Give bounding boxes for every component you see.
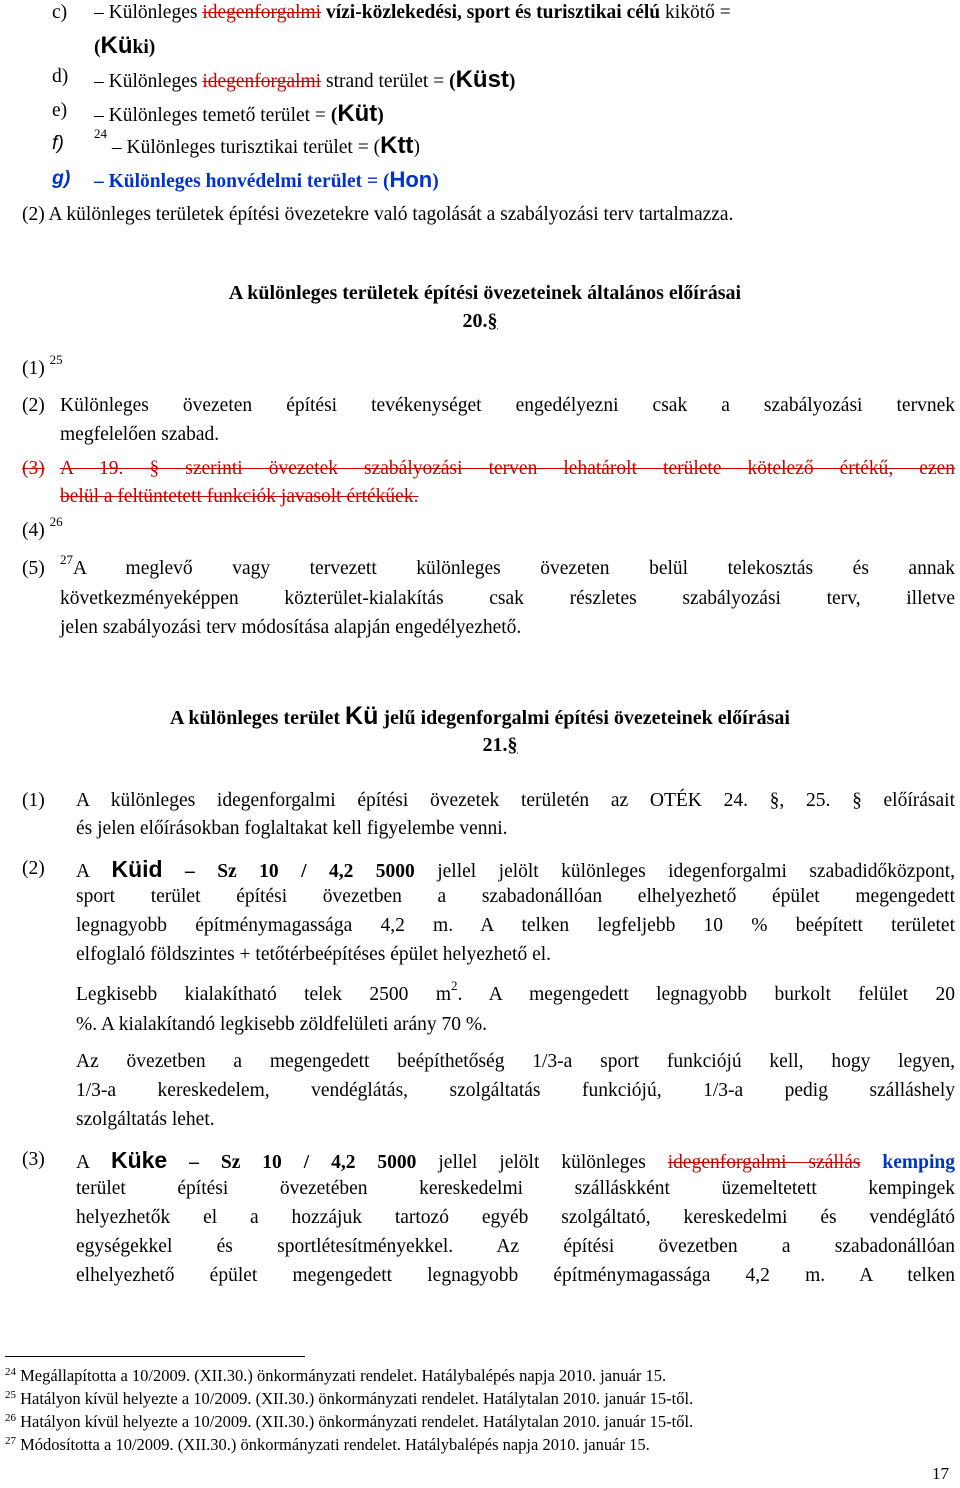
s20-p1-num: (1) $^{25}$ xyxy=(22,352,63,379)
paragraph-2-top: (2) A különleges területek építési övezetekre való tagolását a szabályozási terv tartalmazza. xyxy=(22,204,734,225)
list-marker-c: c) xyxy=(52,2,68,23)
s21-p2c-line1: Az övezetben a megengedett beépíthetőség 1/3-a sport funkciójú kell, hogy legyen, xyxy=(76,1051,955,1072)
s20-p3-line2: belül a feltüntetett funkciók javasolt értékűek. xyxy=(60,486,419,507)
zone-code-ku: Kü xyxy=(345,702,379,730)
zone-code-kuke: Küke xyxy=(110,1147,168,1173)
inserted-text: kemping xyxy=(860,1152,955,1173)
list-marker-d: d) xyxy=(52,66,69,87)
footnote-separator xyxy=(5,1356,305,1357)
deleted-text: idegenforgalmi xyxy=(202,71,322,92)
s21-p1-line2: és jelen előírásokban foglaltakat kell figyelembe venni. xyxy=(76,818,508,839)
s21-p2-line2: sport terület építési övezetben a szabadonállóan elhelyezhető épület megengedett xyxy=(76,886,955,907)
section-20-title: A különleges területek építési övezeteinek általános előírásai xyxy=(228,282,742,304)
footnote-ref[interactable]: 24 xyxy=(94,126,107,141)
s21-p2b-line1: Legkisebb kialakítható telek 2500 $m^2$. A megengedett legnagyobb burkolt felület 20 xyxy=(76,978,955,1005)
s20-p3-line1: A 19. § szerinti övezetek szabályozási terven lehatárolt területe kötelező értékű, ezen xyxy=(60,458,955,479)
s21-p3-line2: terület építési övezetében kereskedelmi szálláskként üzemeltetett kempingek xyxy=(76,1178,955,1199)
inserted-text: vízi-közlekedési, sport és turisztikai célú xyxy=(321,2,661,23)
zone-code-kust: Küst xyxy=(455,66,509,93)
footnote: $^{24}$ Megállapította a 10/2009. (XII.30.) önkormányzati rendelet. Hatálybalépés napja 2010. január 15. xyxy=(5,1366,667,1385)
s20-p5-num: (5) xyxy=(22,558,45,579)
s20-p4-num: (4) $^{26}$ xyxy=(22,514,63,541)
s21-p3-line5: elhelyezhető épület megengedett legnagyobb építménymagassága 4,2 m. A telken xyxy=(76,1265,955,1286)
s20-p2-line1: Különleges övezeten építési tevékenységet engedélyezni csak a szabályozási tervnek xyxy=(60,395,955,416)
page-number: 17 xyxy=(932,1464,949,1483)
s21-p2-num: (2) xyxy=(22,858,45,879)
s21-p2c-line2: 1/3-a kereskedelem, vendéglátás, szolgáltatás funkciójú, 1/3-a pedig szálláshely xyxy=(76,1080,955,1101)
section-symbol-link[interactable]: § xyxy=(487,310,498,332)
s20-p5-line1: $^{27}$A meglevő vagy tervezett különleges övezeten belül telekosztás és annak xyxy=(60,552,955,579)
footnote-ref[interactable]: 27 xyxy=(60,552,73,567)
s20-p2-num: (2) xyxy=(22,395,45,416)
s21-p3-line3: helyezhetők el a hozzájuk tartozó egyéb szolgáltató, kereskedelmi és vendéglátó xyxy=(76,1207,955,1228)
list-item-f: $^{24}$ – Különleges turisztikai terület = (Ktt) xyxy=(94,126,420,159)
s21-p1-num: (1) xyxy=(22,790,45,811)
s20-p2-line2: megfelelően szabad. xyxy=(60,424,220,445)
list-item-g: – Különleges honvédelmi terület = (Hon) xyxy=(94,167,439,192)
list-marker-g: g) xyxy=(52,167,71,189)
s21-p1-line1: A különleges idegenforgalmi építési övezetek területén az OTÉK 24. §, 25. § előírásait xyxy=(76,790,955,811)
footnote-ref[interactable]: 26 xyxy=(49,514,63,529)
item-text: kikötő = xyxy=(660,2,731,23)
zone-code-ktt: Ktt xyxy=(380,132,414,159)
list-item-c: – Különleges idegenforgalmi vízi-közlekedési, sport és turisztikai célú kikötő = xyxy=(94,2,731,23)
zone-code-hon: Hon xyxy=(389,167,433,192)
zone-code-kut: Küt xyxy=(337,100,378,127)
section-20-number: 20.§ xyxy=(462,310,498,332)
s21-p2-line3: legnagyobb építménymagassága 4,2 m. A telken legfeljebb 10 % beépített területet xyxy=(76,915,955,936)
s21-p2-line4: elfoglaló földszintes + tetőtérbeépítéses épület helyezhető el. xyxy=(76,944,552,965)
s20-p5-line3: jelen szabályozási terv módosítása alapján engedélyezhető. xyxy=(60,617,522,638)
s20-p3-num: (3) xyxy=(22,458,45,479)
footnote: $^{25}$ Hatályon kívül helyezte a 10/2009. (XII.30.) önkormányzati rendelet. Hatálytalan 2010. január 15-től. xyxy=(5,1389,694,1408)
list-marker-e: e) xyxy=(52,100,68,121)
deleted-text: idegenforgalmi szállás xyxy=(667,1152,861,1173)
footnote-ref[interactable]: 25 xyxy=(49,352,63,367)
section-21-title: A különleges terület Kü jelű idegenforgalmi építési övezeteinek előírásai xyxy=(170,702,790,730)
item-text: Különleges xyxy=(108,2,203,23)
s21-p2c-line3: szolgáltatás lehet. xyxy=(76,1109,215,1130)
list-item-d: – Különleges idegenforgalmi strand terület = (Küst) xyxy=(94,66,516,93)
s20-p5-line2: következményeképpen közterület-kialakítás csak részletes szabályozási terv, illetve xyxy=(60,588,955,609)
s21-p3-line4: egységekkel és sportlétesítményekkel. Az építési övezetben a szabadonállóan xyxy=(76,1236,955,1257)
section-21-number: 21.§ xyxy=(482,734,518,756)
list-marker-f: f) xyxy=(52,132,64,154)
footnote: $^{27}$ Módosította a 10/2009. (XII.30.) önkormányzati rendelet. Hatálybalépés napja 2010. január 15. xyxy=(5,1435,650,1454)
s21-p2b-line2: %. A kialakítandó legkisebb zöldfelületi arány 70 %. xyxy=(76,1014,488,1035)
zone-code-kuid: Küid xyxy=(111,856,163,882)
s21-p3-line1: A Küke – Sz 10 / 4,2 5000 jellel jelölt különleges idegenforgalmi szállás kemping xyxy=(76,1147,955,1173)
zone-code-kuki: (Küki) xyxy=(94,32,156,59)
s21-p2-line1: A Küid – Sz 10 / 4,2 5000 jellel jelölt különleges idegenforgalmi szabadidőközpont, xyxy=(76,856,955,882)
s21-p3-num: (3) xyxy=(22,1149,45,1170)
footnote: $^{26}$ Hatályon kívül helyezte a 10/2009. (XII.30.) önkormányzati rendelet. Hatálytalan 2010. január 15-től. xyxy=(5,1412,694,1431)
deleted-text: idegenforgalmi xyxy=(202,2,322,23)
list-item-e: – Különleges temető terület = (Küt) xyxy=(94,100,384,127)
section-symbol-link[interactable]: § xyxy=(507,734,518,756)
